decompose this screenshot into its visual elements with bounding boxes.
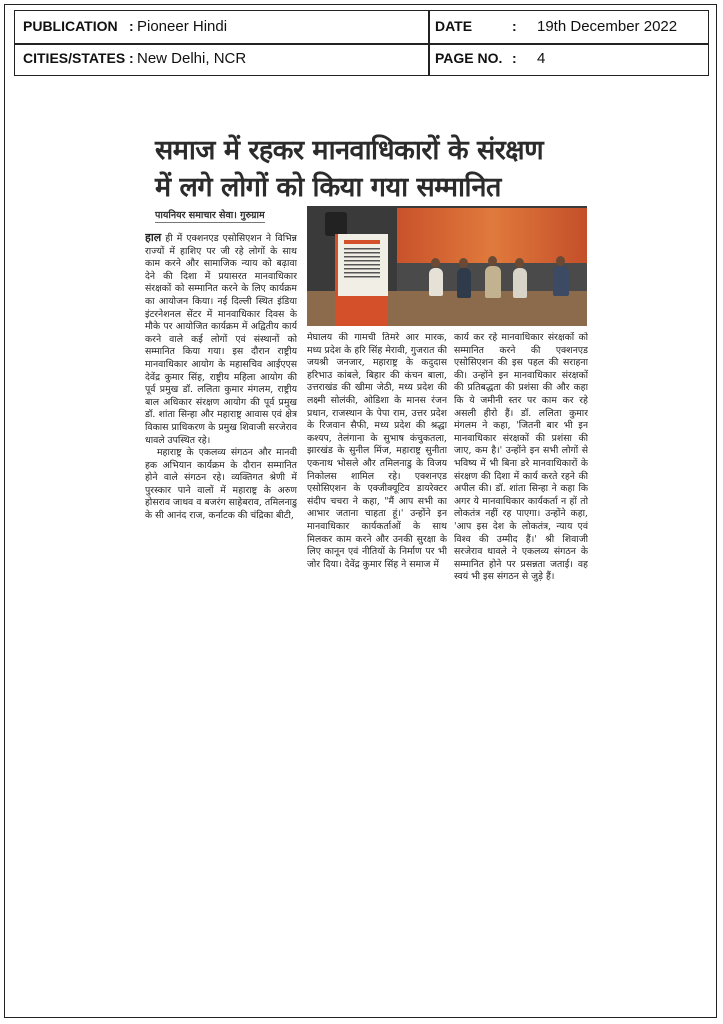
article-column-2 [307,332,447,622]
lead-word: हाल [145,232,162,244]
date-label: DATE [435,18,473,34]
article-headline [155,132,585,206]
photo-person-5 [553,266,569,296]
photo-person-2 [457,268,471,298]
cities-label: CITIES/STATES [23,50,126,66]
column-1-text-1: ही में एक्शनएड एसोसिएशन ने विभिन्न राज्यों में हाशिए पर जी रहे लोगों के साथ काम करने और सामाजिक न्याय को बढ़ावा देने की दिशा में प्रयासरत मानवाधिकार संरक्षकों को सम्मानित करने के लिए कार्यक्रम का आयोजन किया। नई दिल्ली स्थित इंडिया इंटरनेशनल सेंटर में मानवाधिकार दिवस के मौके पर आयोजित कार्यक्रम में अद्वितीय कार्य करने वाले कई लोगों एवं संस्थानों को सम्मानित किया गया। इस दौरान राष्ट्रीय मानवाधिकार आयोग के महासचिव आईएएस देवेंद्र कुमार सिंह, राष्ट्रीय महिला आयोग की पूर्व प्रमुख डॉ. ललिता कुमार मंगलम, राष्ट्रीय बाल अधिकार संरक्षण आयोग की पूर्व प्रमुख डॉ. शांता सिन्हा और महाराष्ट्र आवास एवं क्षेत्र विकास प्राधिकरण के प्रमुख शिवाजी सरजेराव धावले उपस्थित रहे। [145,233,297,446]
headline-line-2: में लगे लोगों को किया गया सम्मानित [155,172,501,203]
article-byline: पायनियर समाचार सेवा। गुरुग्राम [155,210,265,221]
photo-person-4 [513,268,527,298]
article-column-1 [145,232,297,622]
banner-text-lines [344,248,380,278]
page-no-value: 4 [537,50,546,67]
event-photo [307,206,587,326]
date-value: 19th December 2022 [537,18,678,35]
publication-value: Pioneer Hindi [137,18,228,35]
page-no-label: PAGE NO. [435,50,503,66]
article-column-3 [454,332,588,622]
column-3-paragraph-1: कार्य कर रहे मानवाधिकार संरक्षकों को सम्मानित करने की एक्शनएड एसोसिएशन की इस पहल की सराहना की। उन्होंने इन मानवाधिकार संरक्षकों की प्रतिबद्धता की प्रशंसा की और कहा कि ये जमीनी स्तर पर काम कर रहे असली हीरो हैं। डॉ. ललिता कुमार मंगलम ने कहा, 'जितनी बार भी इन मानवाधिकार संरक्षकों की प्रशंसा की जाए, कम है।' उन्होंने इन सभी लोगों से भविष्य में भी बिना डरे मानवाधिकारों के संरक्षण की दिशा में कार्य करते रहने की अपील की। डॉ. शांता सिन्हा ने कहा कि अगर ये मानवाधिकार कार्यकर्ता न हों तो लोकतंत्र नहीं रह पाएगा। उन्होंने कहा, 'आप इस देश के लोकतंत्र, न्याय एवं विश्व की उम्मीद हैं।' श्री शिवाजी सरजेराव धावले ने एकलव्य संगठन के सम्मानित होने पर प्रसन्नता जताई। वह स्वयं भी इस संगठन से जुड़े हैं। [454,332,588,583]
banner-bottom [338,296,388,326]
header-divider-horizontal [15,43,708,45]
photo-person-2-head [459,258,468,268]
cities-colon: : [129,50,134,66]
banner-stripe [344,240,380,244]
page-no-colon: : [512,50,517,66]
publication-colon: : [129,18,134,34]
photo-person-3-head [488,256,497,266]
column-1-paragraph-2: महाराष्ट्र के एकलव्य संगठन और मानवी हक अभियान कार्यक्रम के दौरान सम्मानित होने वाले संगठन रहे। व्यक्तिगत श्रेणी में पुरस्कार पाने वालों में महाराष्ट्र के अरुण होसराव जाधव व बजरंग साहेबराव, तमिलनाडु के सी आनंद राज, कर्नाटक की चंद्रिका बीटी, [145,447,297,522]
photo-standee-banner [335,234,388,326]
photo-person-5-head [556,256,565,266]
headline-line-1: समाज में रहकर मानवाधिकारों के संरक्षण [155,135,544,166]
clipping-header-table [14,10,709,76]
cities-value: New Delhi, NCR [137,50,247,67]
publication-label: PUBLICATION [23,18,118,34]
photo-person-1-head [431,258,440,268]
column-1-paragraph-1 [145,232,297,447]
photo-person-3 [485,266,501,298]
photo-backdrop [397,208,587,263]
photo-podium [325,212,347,236]
date-colon: : [512,18,517,34]
photo-person-4-head [515,258,524,268]
column-2-paragraph-1: मेघालय की गामची तिमरे आर मारक, मध्य प्रदेश के हरि सिंह मेरावी, गुजरात की जयश्री जनजार, महाराष्ट्र के कदुदास हरिभाउ कांबले, बिहार की कंचन बाला, उत्तराखंड की खीमा जेठी, मध्य प्रदेश की लक्ष्मी सोलंकी, ओडिशा के मानस रंजन प्रधान, राजस्थान के पेपा राम, उत्तर प्रदेश के रिजवान सैफी, मध्य प्रदेश की श्रद्धा कश्यप, तेलंगाना के सुभाष कंचुकतला, झारखंड के सुनील मिंज, महाराष्ट्र सुनीता एकनाथ भोसले और तमिलनाडु के विजय निकोलस शामिल रहे। एक्शनएड एसोसिएशन के एक्जीक्यूटिव डायरेक्टर संदीप चचरा ने कहा, "मैं आप सभी का आभार जताना चाहता हूं।' उन्होंने इन मानवाधिकार कार्यकर्ताओं के साथ मिलकर काम करने और उनकी सुरक्षा के लिए कानून एवं नीतियों के निर्माण पर भी जोर दिया। देवेंद्र कुमार सिंह ने समाज में [307,332,447,570]
photo-person-1 [429,268,443,296]
newspaper-article [141,122,588,622]
